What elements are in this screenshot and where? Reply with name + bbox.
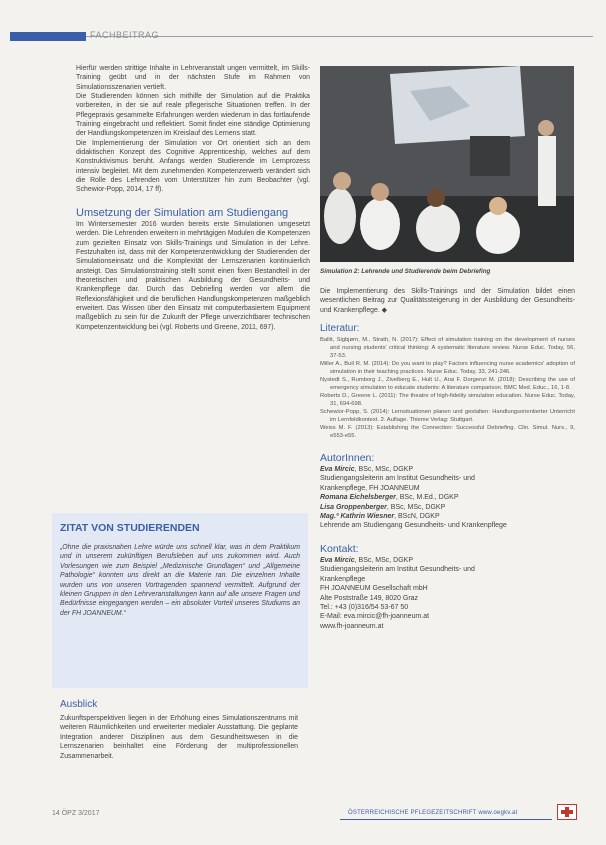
umsetzung-text: Im Wintersemester 2016 wurden bereits erste Simulationen umgesetzt werden. Die Lehrenden erweitern in mehrtägigen Modulen die Kompetenzen zum gezielten Einsatz von Skills-Trainings und Simulation in der Lehre. Festzuhalten ist, dass mit der Kompetenzentwicklung der Studierenden der Simulationseinsatz und die Komplexität der Lernszenarien kontinuierlich ansteigt. Das Simulationstraining stellt somit einen fixen Bestandteil in der theoretischen und praktischen Ausbildung der Gesundheits- und Krankenpflege dar. Durch das Debriefing werden vor allem die Reflexionsfähigkeit und die beruflichen Handlungskompetenzen maßgeblich erweitert. Das Wissen über den Einsatz mit computerbasiertem Equipment maßgeblich zu sein für die Zukunft der Pflege unverzichtbarer technischen Kompetenzentwicklung bei (vgl. Roberts und Greene, 2011, 697). [76, 220, 310, 331]
author-line [320, 521, 575, 530]
literatur-entry: Miller A., Bull R. M. (2014): Do you want to play? Factors influencing nurse academics' adoption of simulation in their teaching practices. Nurse Educ. Today, 33, 241-246. [320, 361, 575, 376]
literatur-entry: Nystedt S., Rumborg J., Zivelberg E., Hult U., Arai F. Dorgenzi M. (2018): Describing the use of emergency simulation to educate students: A literature comparison. BMC Med. Educ., 16, 1-8. [320, 377, 575, 392]
page-footer-right: ÖSTERREICHISCHE PFLEGEZEITSCHRIFT www.oegkv.at [348, 810, 518, 816]
kontakt-line [320, 565, 575, 574]
quote-text: „Ohne die praxisnahen Lehre würde uns schnell klar, was in dem Praktikum und in unserem zukünftigen Berufsleben auf uns zukommen wird. Auch Vorlesungen wie zum Beispiel „Medizinische Grundlagen“ und „Allgemeine Pathologie“ konnten uns direkt an die Materie ran. Die einzelnen Inhalte wurden uns von unseren Vortragenden spannend vermittelt. Aufgrund der kleinen Gruppen in den Lehrveranstaltungen kann auf alle unsere Fragen und Bedürfnisse eingegangen werden – ein absoluter Vorteil unseres Studiums an der FH JOANNEUM.“ [60, 544, 300, 617]
author-line [320, 465, 575, 474]
header-accent-bar [10, 32, 86, 41]
literatur-entry: Weiss M. F. (2013): Establishing the Connection: Successful Debriefing. Clin. Simul. Nurs., 9, e553-e55. [320, 425, 575, 440]
author-line [320, 474, 575, 483]
author-line [320, 484, 575, 493]
author-detail: , BSc, M.Ed., DGKP [395, 494, 459, 502]
kontakt-detail: Tel.: +43 (0)316/54 53-67 50 [320, 603, 409, 611]
right-intro-text: Die Implementierung des Skills-Trainings und der Simulation bildet einen wesentlichen Beitrag zur Qualitätssteigerung in der Ausbildung der Gesundheits- und Krankenpflege. ◆ [320, 288, 575, 314]
author-detail: , BSc, MSc, DGKP [354, 466, 413, 474]
kontakt-line [320, 556, 575, 565]
author-name: Romana Eichelsberger [320, 494, 396, 502]
literatur-heading: Literatur: [320, 323, 360, 335]
ausblick-heading: Ausblick [60, 699, 98, 710]
literatur-entry: Schewior-Popp, S. (2014): Lernsituationen planen und gestalten: Handlungsorientierter Unterricht im Lernfeldkontext. 2. Auflage. Thieme Verlag: Stuttgart. [320, 409, 575, 424]
authors-heading: AutorInnen: [320, 452, 375, 465]
kontakt-heading: Kontakt: [320, 542, 359, 555]
intro-paragraph-3: Die Implementierung der Simulation vor Ort orientiert sich an dem didaktischen Konzept des Cognitive Apprenticeship, welches auf dem Konstruktivismus beruht. Anfangs werden Studierende im Lernprozess intensiv begleitet. Mit dem zunehmenden Kompetenzerwerb verändert sich die Rolle des Lehrenden vom Unterstützer hin zum Beobachter (vgl. Schewior-Popp, 2014, 17 ff). [76, 139, 310, 194]
ausblick-text: Zukunftsperspektiven liegen in der Erhöhung eines Simulationszentrums mit weiteren Räumlichkeiten und erweiterter medialer Ausstattung. Die geplante Integration anderer Disziplinen aus dem Gesundheitswesen in die Lernszenarien beinhaltet eine Förderung der multiprofessionellen Zusammenarbeit. [60, 715, 298, 760]
kontakt-line [320, 603, 575, 612]
kontakt-email[interactable] [320, 612, 575, 621]
literatur-entry: Roberts D., Greene L. (2011): The theatre of high-fidelity simulation education. Nurse Educ. Today, 31, 694-698. [320, 393, 575, 408]
intro-paragraph-1: Hierfür werden strittige Inhalte in Lehrveranstalt ungen vermittelt, im Skills-Training geübt und in der nächsten Stufe im Rahmen von Simulationsszenarien vertieft. [76, 65, 310, 91]
author-detail: Lehrende am Studiengang Gesundheits- und Krankenpflege [320, 522, 507, 530]
oegkv-logo-icon [557, 804, 577, 820]
author-detail: Krankenpflege, FH JOANNEUM [320, 484, 420, 492]
debriefing-photo [320, 66, 574, 262]
kontakt-detail: Alte Poststraße 149, 8020 Graz [320, 594, 419, 602]
photo-illustration [320, 66, 574, 262]
author-detail: , BSc, MSc, DGKP [386, 503, 446, 511]
kontakt-line [320, 575, 575, 584]
kontakt-detail: www.fh-joanneum.at [320, 622, 384, 630]
kontakt-detail: , BSc, MSc, DGKP [354, 556, 413, 564]
kontakt-detail: Krankenpflege [320, 575, 366, 583]
author-detail: Studiengangsleiterin am Institut Gesundheits- und [320, 475, 475, 483]
author-line [320, 512, 575, 521]
footer-rule [340, 819, 552, 820]
kontakt-detail: E-Mail: eva.mircic@fh-joanneum.at [320, 613, 430, 621]
literatur-entry: Ballit, Sigbjørn, M., Strath, N. (2017): Effect of simulation training on the development of nurses and nursing students' critical thinking: A systematic literature review. Nurse Educ. Today, 56, 37-53. [320, 337, 575, 360]
kontakt-detail: Studiengangsleiterin am Institut Gesundheits- und [320, 566, 475, 574]
intro-paragraph-2: Die Studierenden können sich mithilfe der Simulation auf die Praktika vorbereiten, in der sie auf reale pflegerische Situationen treffen. In der Pflegepraxis gesammelte Erfahrungen werden wiederum in das fortlaufende Training eingebracht und reflektiert. Somit findet eine ständige Optimierung der Handlungskompetenzen im Kreislauf des Lernens statt. [76, 93, 310, 138]
photo-caption: Simulation 2: Lehrende und Studierende beim Debriefing [320, 268, 491, 275]
quote-title: ZITAT VON STUDIERENDEN [60, 522, 200, 534]
author-name: Mag.ª Kathrin Wiesner [320, 513, 395, 521]
left-column [76, 64, 310, 332]
section-label: FACHBEITRAG [90, 30, 160, 40]
kontakt-line [320, 584, 575, 593]
author-detail: , BScN, DGKP [394, 513, 440, 521]
kontakt-name: Eva Mircic [320, 556, 355, 564]
cross-icon [558, 805, 576, 819]
author-name: Eva Mircic [320, 466, 355, 474]
page-footer-left: 14 ÖPZ 3/2017 [52, 810, 100, 817]
kontakt-detail: FH JOANNEUM Gesellschaft mbH [320, 585, 428, 593]
kontakt-website[interactable] [320, 622, 575, 631]
kontakt-line [320, 594, 575, 603]
author-line [320, 503, 575, 512]
right-column [320, 287, 575, 631]
author-name: Lisa Groppenberger [320, 503, 387, 511]
author-line [320, 493, 575, 502]
heading-umsetzung: Umsetzung der Simulation am Studiengang [76, 206, 289, 219]
